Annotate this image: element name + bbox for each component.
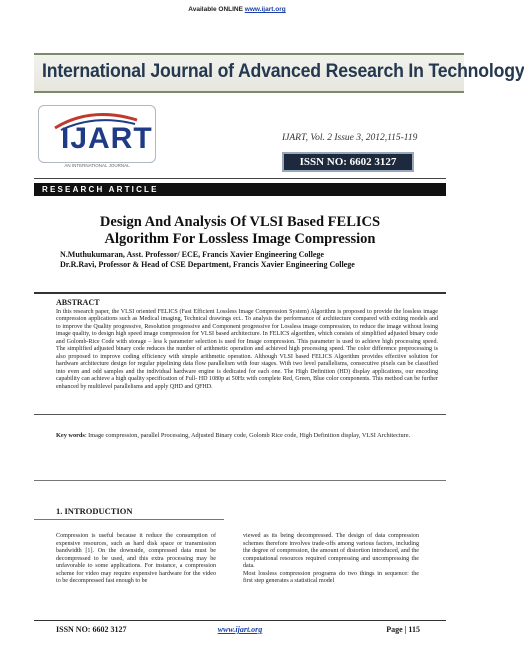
- journal-banner: [34, 53, 524, 93]
- footer-url-link[interactable]: www.ijart.org: [217, 625, 263, 634]
- introduction-left-column: Compression is useful because it reduce the consumption of expensive resources, such as hard disk space or transmission bandwidth [1]. On the downside, compressed data must be decompressed to be used, and this extra processing may be unfavorable to some applications. For instance, a compression scheme for video may require expensive hardware for the video to be decompressed fast enough to be: [56, 533, 216, 585]
- journal-reference: IJART, Vol. 2 Issue 3, 2012,115-119: [282, 133, 418, 143]
- paper-title: [34, 214, 446, 248]
- keywords-divider: [34, 480, 446, 481]
- logo-wordmark: IJART: [61, 122, 153, 155]
- author-2: Dr.R.Ravi, Professor & Head of CSE Department, Francis Xavier Engineering College: [60, 260, 355, 269]
- footer-page-number: Page | 115: [386, 625, 420, 634]
- footer-issn: ISSN NO: 6602 3127: [56, 625, 127, 634]
- availability-label: Available ONLINE: [188, 6, 243, 13]
- introduction-divider: [34, 519, 224, 520]
- introduction-heading: 1. INTRODUCTION: [56, 506, 133, 516]
- logo-frame: [38, 105, 156, 163]
- author-1: N.Muthukumaran, Asst. Professor/ ECE, Francis Xavier Engineering College: [60, 250, 324, 259]
- author-list: [34, 250, 446, 270]
- keywords-text: : Image compression, parallel Processing, Adjusted Binary code, Golomb Rice code, High Definition display, VLSI Architecture.: [84, 432, 411, 439]
- abstract-section: [34, 292, 446, 415]
- introduction-right-column: [243, 533, 419, 586]
- introduction-right-paragraph-2: Most lossless compression programs do two things in sequence: the first step generates a statistical model: [243, 570, 419, 585]
- issn-badge: ISSN NO: 6602 3127: [282, 152, 414, 172]
- header-divider: [34, 178, 446, 179]
- availability-note: [0, 6, 474, 13]
- abstract-heading: ABSTRACT: [56, 298, 100, 307]
- logo-subtitle: AN INTERNATIONAL JOURNAL: [64, 163, 130, 168]
- journal-title: International Journal of Advanced Research In Technology: [42, 61, 524, 82]
- ijart-logo: [38, 105, 156, 171]
- footer-divider: [34, 620, 446, 621]
- introduction-right-paragraph-1: viewed as its being decompressed. The design of data compression schemes therefore involves trade-offs among various factors, including the degree of compression, the amount of distortion introduced, and the computational resources required compressing and uncompressing the data.: [243, 533, 419, 570]
- journal-url-link[interactable]: www.ijart.org: [244, 6, 286, 13]
- paper-title-line-1: Design And Analysis Of VLSI Based FELICS: [99, 214, 381, 230]
- keywords-label: Key words: [56, 432, 85, 439]
- abstract-body: In this research paper, the VLSI oriented FELICS (Fast Efficient Lossless Image Compression System) Algorithm is proposed to provide the lossless image compression applications such as Medical imaging, Technical drawings ect.. To analysis the performance of architecture compared with exiting models and to improve the Quality progressive, Resolution progressive and Component progressive for Lossless image compression, to reduce the image without losing image quality, to design high speed image compression for VLSI based architecture. In FELICS algorithm, which consists of simplified adjusted binary code and Golomb-Rice Code with storage – less k parameter selection is used for Image compression. This parameter is used to achieve high processing speed. The simplified adjusted binary code reduces the number of arithmetic operation and achieved high processing speed. The color difference preprocessing is also proposed to improve coding efficiency with simple arithmetic operation. Although VLSI based FELICS Algorithm provides effective solution for hardware architecture design for regular pipelining data flow parallelism with four stages. With two level parallelisms, consecutive pixels can be classified into even and odd samples and the individual hardware engine is dedicated for each one. The High Definition (HD) display applications, our encoding capability can achieve a high quality specification of Full- HD 1080p at 50Hz with complete Red, Green, Blue color components. This method can be further enhanced by multilevel parallelisms and apply QHD and QFHD.: [56, 309, 438, 390]
- paper-title-line-2: Algorithm For Lossless Image Compression: [104, 231, 376, 247]
- keywords-paragraph: [56, 432, 438, 440]
- section-label-bar: RESEARCH ARTICLE: [34, 183, 446, 196]
